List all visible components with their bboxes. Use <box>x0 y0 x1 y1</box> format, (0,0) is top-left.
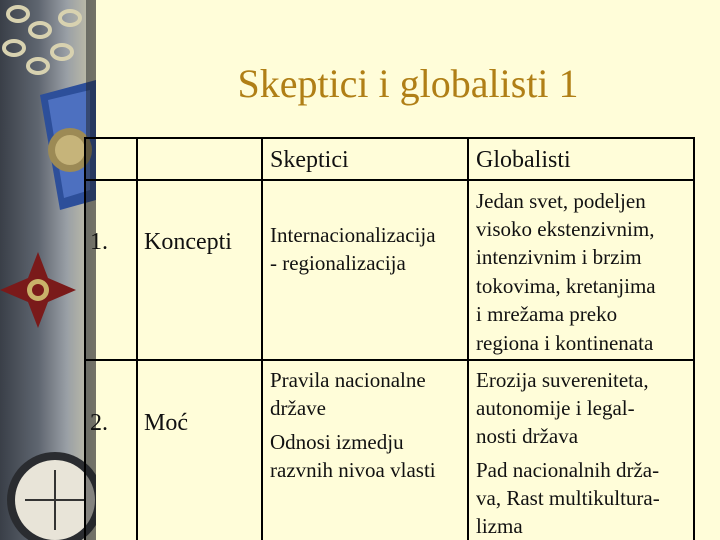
row-2-skeptici-line: Pravila nacionalne <box>270 368 426 392</box>
header-skeptici: Skeptici <box>270 147 349 173</box>
medals-compass-icon <box>0 0 96 540</box>
row-1-skeptici-line: - regionalizacija <box>270 251 406 275</box>
row-2-skeptici-line: razvnih nivoa vlasti <box>270 458 436 482</box>
row-2-topic: Moć <box>144 410 188 436</box>
row-2-globalisti-line: lizma <box>476 514 523 538</box>
row-1-number: 1. <box>90 229 108 255</box>
decorative-medals-image <box>0 0 96 540</box>
row-2-globalisti-line: Erozija suvereniteta, <box>476 368 649 392</box>
table-col-divider-1 <box>84 137 86 540</box>
row-1-globalisti-line: regiona i kontinenata <box>476 331 654 355</box>
row-2-number: 2. <box>90 410 108 436</box>
header-globalisti: Globalisti <box>476 147 571 173</box>
row-2-skeptici-line: Odnosi izmedju <box>270 430 404 454</box>
row-2-globalisti-line: Pad nacionalnih drža- <box>476 458 660 482</box>
row-1-globalisti-line: visoko ekstenzivnim, <box>476 217 655 241</box>
row-1-skeptici-line: Internacionalizacija <box>270 223 436 247</box>
table-border-top <box>84 137 695 139</box>
row-2-skeptici-line: države <box>270 396 326 420</box>
table-border-right <box>693 137 695 540</box>
row-1-globalisti-line: i mrežama preko <box>476 302 618 326</box>
row-1-topic: Koncepti <box>144 229 232 255</box>
table-header-divider <box>84 179 695 181</box>
row-2-globalisti-line: va, Rast multikultura- <box>476 486 660 510</box>
table-col-divider-3 <box>261 137 263 540</box>
row-1-globalisti-line: tokovima, kretanjima <box>476 274 656 298</box>
row-1-globalisti-line: Jedan svet, podeljen <box>476 189 646 213</box>
table-col-divider-4 <box>467 137 469 540</box>
table-col-divider-2 <box>136 137 138 540</box>
slide-title: Skeptici i globalisti 1 <box>237 61 579 106</box>
table-row-divider <box>84 359 695 361</box>
row-2-globalisti-line: autonomije i legal- <box>476 396 635 420</box>
row-1-globalisti-line: intenzivnim i brzim <box>476 245 642 269</box>
row-2-globalisti-line: nosti država <box>476 424 579 448</box>
